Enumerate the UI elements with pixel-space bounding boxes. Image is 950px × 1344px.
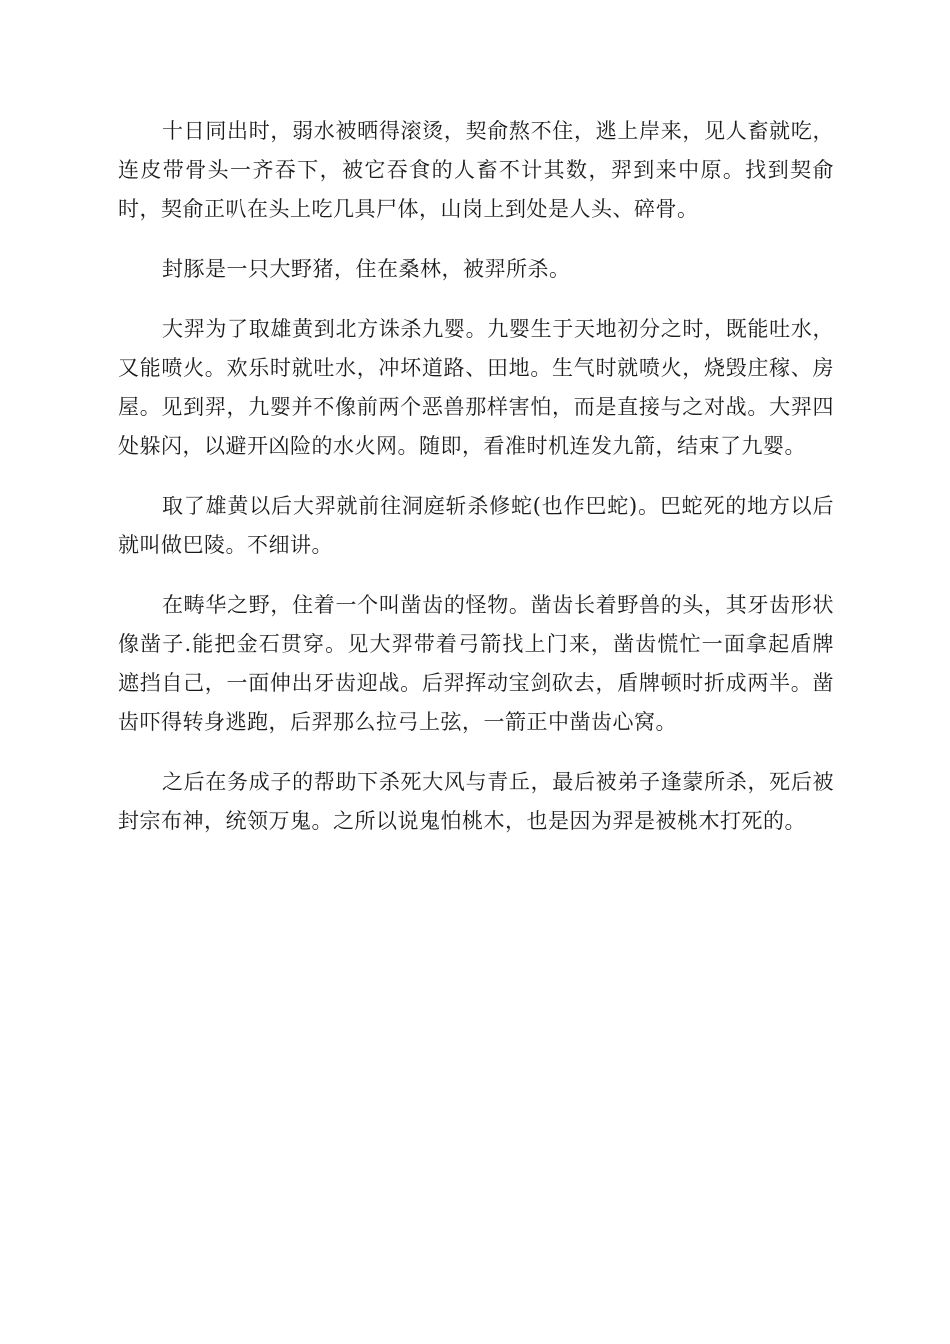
paragraph-1: 十日同出时，弱水被晒得滚烫，契俞熬不住，逃上岸来，见人畜就吃，连皮带骨头一齐吞下，被它吞食的人畜不计其数，羿到来中原。找到契俞时，契俞正叭在头上吃几具尸体，山岗上到处是人头、碎骨。 — [118, 119, 834, 221]
paragraph-2: 封豚是一只大野猪，住在桑林，被羿所杀。 — [162, 257, 571, 281]
paragraph-3: 大羿为了取雄黄到北方诛杀九婴。九婴生于天地初分之时，既能吐水，又能喷火。欢乐时就吐水，冲坏道路、田地。生气时就喷火，烧毁庄稼、房屋。见到羿，九婴并不像前两个恶兽那样害怕，而是直接与之对战。大羿四处躲闪，以避开凶险的水火网。随即，看准时机连发九箭，结束了九婴。 — [118, 317, 834, 458]
paragraph-4: 取了雄黄以后大羿就前往洞庭斩杀修蛇(也作巴蛇)。巴蛇死的地方以后就叫做巴陵。不细讲。 — [118, 494, 834, 557]
paragraph-5: 在畴华之野，住着一个叫凿齿的怪物。凿齿长着野兽的头，其牙齿形状像凿子.能把金石贯穿。见大羿带着弓箭找上门来，凿齿慌忙一面拿起盾牌遮挡自己，一面伸出牙齿迎战。后羿挥动宝剑砍去，盾牌顿时折成两半。凿齿吓得转身逃跑，后羿那么拉弓上弦，一箭正中凿齿心窝。 — [118, 593, 834, 734]
document-body — [118, 112, 834, 862]
paragraph-6: 之后在务成子的帮助下杀死大风与青丘，最后被弟子逢蒙所杀，死后被封宗布神，统领万鬼。之所以说鬼怕桃木，也是因为羿是被桃木打死的。 — [118, 770, 834, 833]
